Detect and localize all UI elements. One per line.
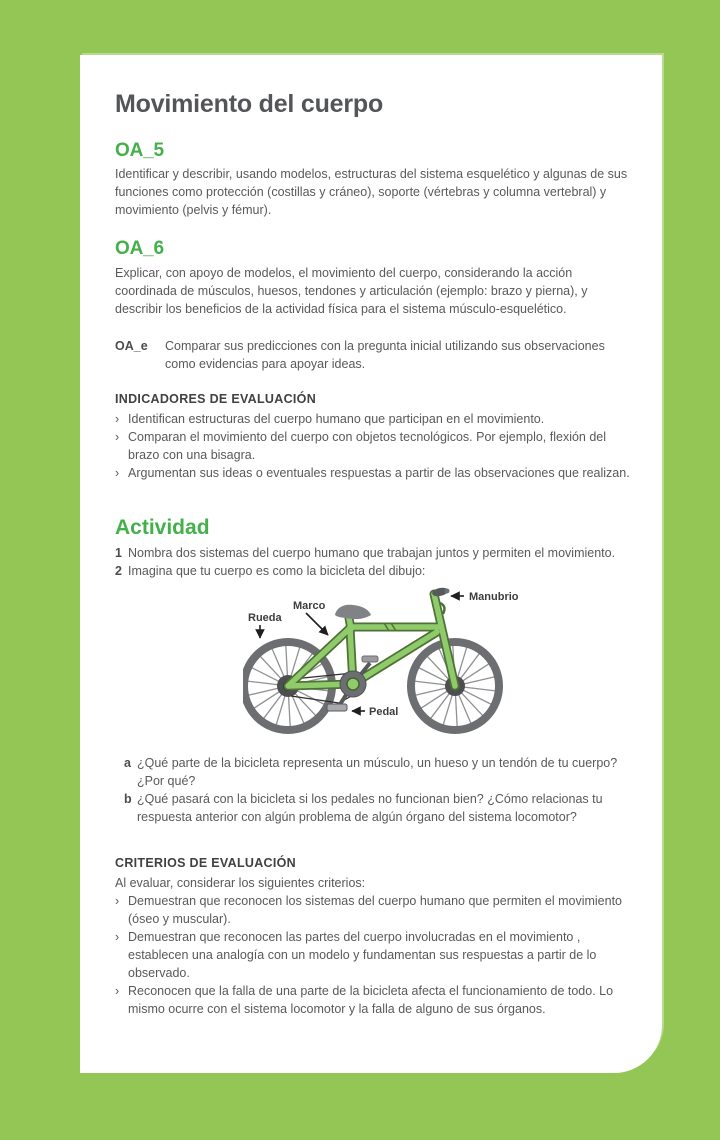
criterios-intro: Al evaluar, considerar los siguientes criterios: bbox=[115, 876, 366, 891]
bike-seat bbox=[335, 605, 371, 619]
label-rueda: Rueda bbox=[248, 612, 282, 625]
list-item-text: ¿Qué parte de la bicicleta representa un músculo, un hueso y un tendón de tu cuerpo? ¿Por qué? bbox=[137, 756, 618, 789]
lower-pedal bbox=[327, 704, 347, 711]
list-item bbox=[115, 982, 632, 1018]
list-item-text: ¿Qué pasará con la bicicleta si los pedales no funcionan bien? ¿Cómo relacionas tu respuesta anterior con algún problema de algún órgano del sistema locomotor? bbox=[137, 792, 603, 825]
list-item-text: Demuestran que reconocen los sistemas del cuerpo humano que permiten el movimiento (óseo y muscular). bbox=[128, 894, 623, 927]
heading-indicadores: INDICADORES DE EVALUACIÓN bbox=[115, 392, 317, 407]
list-item-text: Demuestran que reconocen las partes del cuerpo involucradas en el movimiento , establecen una analogía con un modelo y fundamentan sus respuestas a partir de lo observado. bbox=[128, 930, 597, 981]
chevron-bullet-icon: › bbox=[115, 466, 120, 481]
document-page bbox=[80, 55, 662, 1073]
label-manubrio: Manubrio bbox=[469, 591, 519, 604]
chevron-bullet-icon: › bbox=[115, 984, 120, 999]
actividad-numbered-list bbox=[115, 544, 632, 580]
heading-criterios: CRITERIOS DE EVALUACIÓN bbox=[115, 856, 296, 871]
list-item bbox=[115, 410, 632, 428]
list-item bbox=[115, 928, 632, 982]
list-item bbox=[124, 754, 632, 790]
heading-oa5: OA_5 bbox=[115, 139, 164, 161]
oa6-body: Explicar, con apoyo de modelos, el movimiento del cuerpo, considerando la acción coordinada de músculos, huesos, tendones y articulación (ejemplo: brazo y pierna), y describir los beneficios de la actividad física para el sistema músculo-esquelético. bbox=[115, 266, 588, 317]
item-number: 2 bbox=[115, 564, 122, 579]
oae-row bbox=[115, 337, 632, 373]
chevron-bullet-icon: › bbox=[115, 412, 120, 427]
chevron-bullet-icon: › bbox=[115, 930, 120, 945]
list-item bbox=[115, 892, 632, 928]
list-item bbox=[115, 562, 632, 580]
list-item bbox=[115, 544, 632, 562]
item-letter: b bbox=[124, 792, 132, 807]
oae-label: OA_e bbox=[115, 339, 148, 354]
list-item-text: Imagina que tu cuerpo es como la bicicleta del dibujo: bbox=[128, 564, 426, 579]
heading-actividad: Actividad bbox=[115, 516, 210, 540]
upper-pedal bbox=[362, 656, 378, 662]
list-item-text: Nombra dos sistemas del cuerpo humano que trabajan juntos y permiten el movimiento. bbox=[128, 546, 616, 561]
label-pedal: Pedal bbox=[369, 706, 399, 719]
indicadores-list bbox=[115, 410, 632, 482]
chevron-bullet-icon: › bbox=[115, 430, 120, 445]
arrow-marco bbox=[306, 613, 328, 635]
bicycle-figure bbox=[243, 584, 563, 744]
oae-body: Comparar sus predicciones con la pregunta inicial utilizando sus observaciones como evidencias para apoyar ideas. bbox=[165, 339, 605, 372]
list-item-text: Comparan el movimiento del cuerpo con objetos tecnológicos. Por ejemplo, flexión del brazo con una bisagra. bbox=[128, 430, 607, 463]
list-item-text: Argumentan sus ideas o eventuales respuestas a partir de las observaciones que realizan. bbox=[128, 466, 630, 481]
heading-oa6: OA_6 bbox=[115, 238, 164, 260]
actividad-lettered-list bbox=[124, 754, 632, 826]
list-item bbox=[124, 790, 632, 826]
list-item-text: Reconocen que la falla de una parte de la bicicleta afecta el funcionamiento de todo. Lo mismo ocurre con el sistema locomotor y la falla de alguno de sus órganos. bbox=[128, 984, 614, 1017]
chevron-bullet-icon: › bbox=[115, 894, 120, 909]
bicycle-diagram bbox=[243, 584, 563, 744]
item-number: 1 bbox=[115, 546, 122, 561]
page-title: Movimiento del cuerpo bbox=[115, 90, 384, 118]
criterios-list bbox=[115, 892, 632, 1018]
oa5-body: Identificar y describir, usando modelos, estructuras del sistema esquelético y algunas de sus funciones como protección (costillas y cráneo), soporte (vértebras y columna vertebral) y movimiento (pelvis y fémur). bbox=[115, 167, 628, 218]
list-item bbox=[115, 428, 632, 464]
label-marco: Marco bbox=[293, 600, 326, 613]
list-item-text: Identifican estructuras del cuerpo humano que participan en el movimiento. bbox=[128, 412, 545, 427]
item-letter: a bbox=[124, 756, 131, 771]
list-item bbox=[115, 464, 632, 482]
